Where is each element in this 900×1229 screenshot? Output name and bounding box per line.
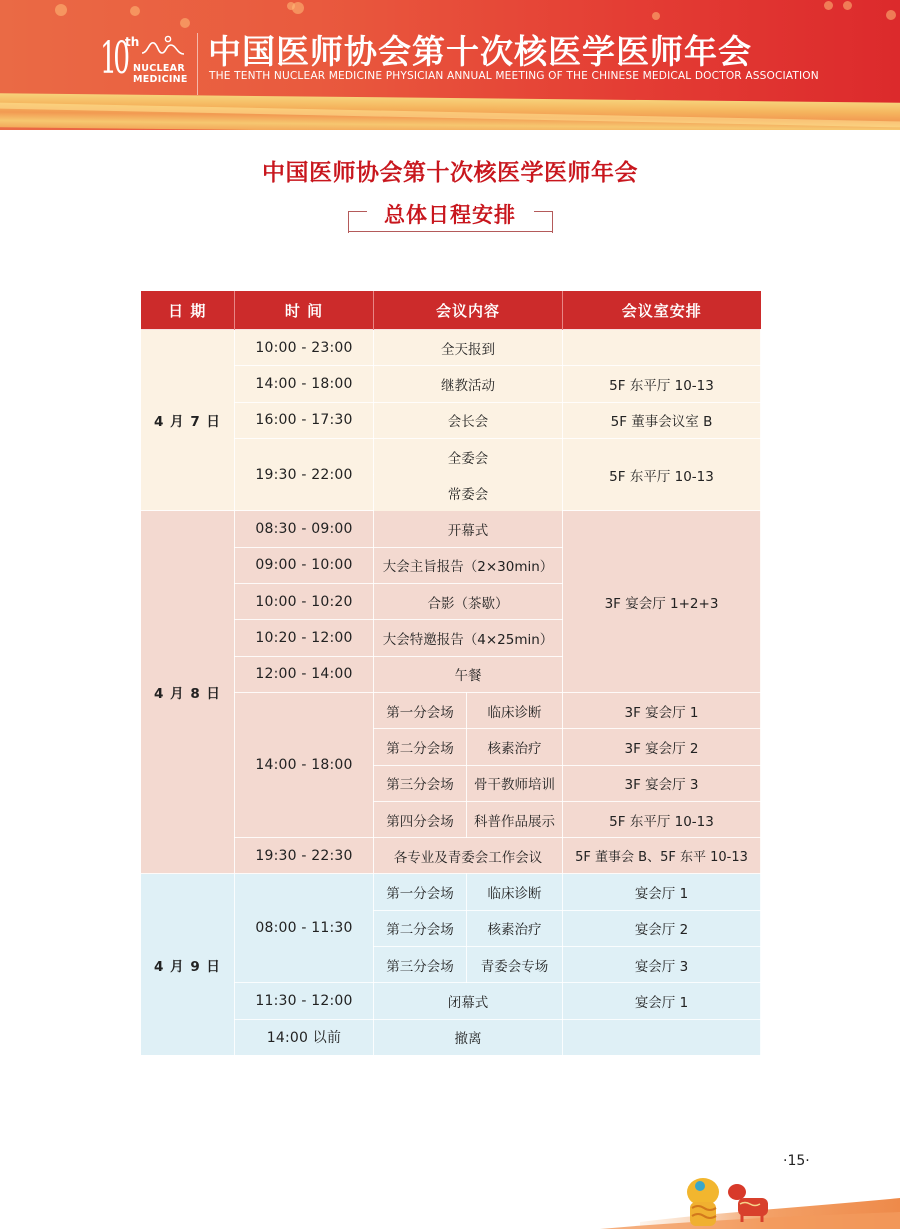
room-cell: 5F 东平厅 10-13 [563,801,761,837]
bokeh-decoration [180,18,190,28]
time-cell: 14:00 - 18:00 [235,692,374,837]
topic-cell: 核素治疗 [467,910,563,946]
bokeh-decoration [886,10,896,20]
time-cell: 14:00 以前 [235,1019,374,1055]
time-cell: 14:00 - 18:00 [235,366,374,402]
time-cell: 08:00 - 11:30 [235,874,374,983]
content-cell: 大会特邀报告（4×25min） [374,620,563,656]
venue-cell: 第二分会场 [374,729,467,765]
bokeh-decoration [824,1,833,10]
time-cell: 19:30 - 22:30 [235,838,374,874]
conference-logo [100,35,192,95]
room-cell: 3F 宴会厅 1+2+3 [563,511,761,692]
table-row [141,330,761,366]
logo-text [133,63,188,85]
logo-number: 10 [100,33,127,84]
content-cell: 全天报到 [374,330,563,366]
logo-line-1: NUCLEAR [133,63,185,74]
room-cell: 5F 东平厅 10-13 [563,366,761,402]
time-cell: 10:00 - 10:20 [235,584,374,620]
room-cell: 3F 宴会厅 3 [563,765,761,801]
date-cell: 4 月 7 日 [141,330,235,511]
room-cell: 5F 东平厅 10-13 [563,438,761,511]
room-cell [563,1019,761,1055]
bokeh-decoration [292,2,304,14]
content-cell: 撤离 [374,1019,563,1055]
logo-line-2: MEDICINE [133,74,188,85]
content-cell: 闭幕式 [374,983,563,1019]
content-cell: 合影（茶歇） [374,584,563,620]
content-cell: 午餐 [374,656,563,692]
bokeh-decoration [843,1,852,10]
time-cell: 16:00 - 17:30 [235,402,374,438]
room-cell: 5F 董事会 B、5F 东平 10-13 [563,838,761,874]
venue-cell: 第四分会场 [374,801,467,837]
room-cell: 宴会厅 3 [563,947,761,983]
header-content: 会议内容 [374,291,563,330]
time-cell: 10:20 - 12:00 [235,620,374,656]
topic-cell: 青委会专场 [467,947,563,983]
table-row [141,874,761,910]
lion-dance-icon [687,1178,719,1226]
date-cell: 4 月 8 日 [141,511,235,874]
content-cell: 常委会 [374,475,563,511]
venue-cell: 第一分会场 [374,692,467,728]
page-subtitle: 总体日程安排 [384,203,516,227]
banner-title-en: THE TENTH NUCLEAR MEDICINE PHYSICIAN ANNUAL MEETING OF THE CHINESE MEDICAL DOCTOR ASSOCIATION [209,70,819,82]
table-row [141,511,761,547]
venue-cell: 第一分会场 [374,874,467,910]
content-cell: 继教活动 [374,366,563,402]
time-cell: 09:00 - 10:00 [235,547,374,583]
topic-cell: 科普作品展示 [467,801,563,837]
date-cell: 4 月 9 日 [141,874,235,1055]
frame-bottom-line [348,231,553,232]
time-cell: 11:30 - 12:00 [235,983,374,1019]
schedule-table-container [140,291,760,1056]
time-cell: 12:00 - 14:00 [235,656,374,692]
table-header-row [141,291,761,330]
content-cell: 大会主旨报告（2×30min） [374,547,563,583]
room-cell: 宴会厅 1 [563,983,761,1019]
mountain-figure-icon [140,35,186,57]
venue-cell: 第二分会场 [374,910,467,946]
content-cell: 各专业及青委会工作会议 [374,838,563,874]
room-cell: 宴会厅 1 [563,874,761,910]
room-cell: 3F 宴会厅 1 [563,692,761,728]
content-cell: 全委会 [374,438,563,474]
header-banner [0,0,900,130]
room-cell [563,330,761,366]
header-room: 会议室安排 [563,291,761,330]
room-cell: 宴会厅 2 [563,910,761,946]
topic-cell: 临床诊断 [467,874,563,910]
topic-cell: 临床诊断 [467,692,563,728]
time-cell: 08:30 - 09:00 [235,511,374,547]
topic-cell: 核素治疗 [467,729,563,765]
header-date: 日 期 [141,291,235,330]
bokeh-decoration [55,4,67,16]
topic-cell: 骨干教师培训 [467,765,563,801]
banner-title-cn: 中国医师协会第十次核医学医师年会 [208,32,752,71]
banner-divider [197,33,198,95]
room-cell: 3F 宴会厅 2 [563,729,761,765]
venue-cell: 第三分会场 [374,765,467,801]
logo-suffix: th [125,35,140,49]
schedule-table [140,291,761,1056]
content-cell: 开幕式 [374,511,563,547]
time-cell: 10:00 - 23:00 [235,330,374,366]
room-cell: 5F 董事会议室 B [563,402,761,438]
header-time: 时 间 [235,291,374,330]
bokeh-decoration [130,6,140,16]
page-title: 中国医师协会第十次核医学医师年会 [262,160,638,186]
page-number: ·15· [783,1153,810,1169]
content-cell: 会长会 [374,402,563,438]
time-cell: 19:30 - 22:00 [235,438,374,511]
bokeh-decoration [652,12,660,20]
venue-cell: 第三分会场 [374,947,467,983]
footer-decoration [0,1150,900,1229]
